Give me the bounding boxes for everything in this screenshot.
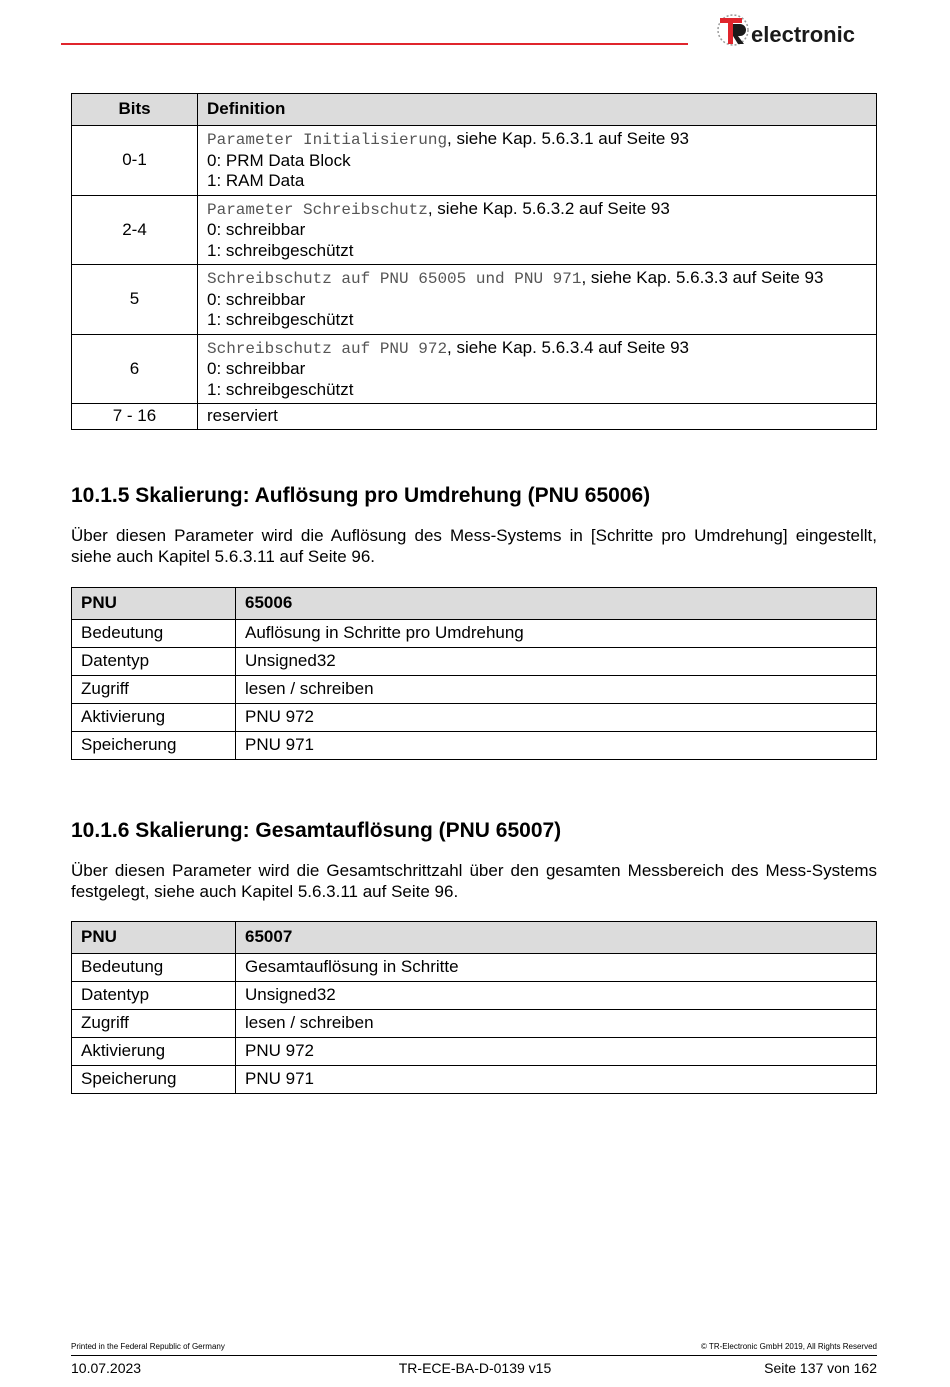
table-row bbox=[72, 676, 877, 704]
definition-cell bbox=[198, 265, 877, 335]
table-row bbox=[72, 265, 877, 335]
property-value: PNU 971 bbox=[236, 732, 877, 760]
header-red-rule bbox=[61, 43, 688, 45]
table-row bbox=[72, 1066, 877, 1094]
table-row bbox=[72, 732, 877, 760]
property-value: PNU 971 bbox=[236, 1066, 877, 1094]
property-name: Bedeutung bbox=[72, 954, 236, 982]
option-0: 0: schreibbar bbox=[207, 289, 306, 309]
table-row bbox=[72, 648, 877, 676]
footer-rule bbox=[71, 1355, 877, 1356]
property-value: PNU 972 bbox=[236, 1038, 877, 1066]
column-header-bits: Bits bbox=[72, 94, 198, 126]
section-paragraph-10-1-5: Über diesen Parameter wird die Auflösung des Mess-Systems in [Schritte pro Umdrehung] eingestellt, siehe auch Kapitel 5.6.3.11 auf Seite 96. bbox=[71, 526, 877, 566]
table-header-row bbox=[72, 922, 877, 954]
chapter-reference: , siehe Kap. 5.6.3.4 auf Seite 93 bbox=[447, 337, 689, 357]
option-1: 1: schreibgeschützt bbox=[207, 310, 354, 329]
column-header-value: 65007 bbox=[236, 922, 877, 954]
property-value: lesen / schreiben bbox=[236, 676, 877, 704]
option-1: 1: schreibgeschützt bbox=[207, 379, 354, 399]
option-0: 0: schreibbar bbox=[207, 359, 306, 378]
parameter-code: Parameter Schreibschutz bbox=[207, 200, 428, 219]
property-name: Datentyp bbox=[72, 648, 236, 676]
property-name: Zugriff bbox=[72, 676, 236, 704]
table-row bbox=[72, 954, 877, 982]
definition-cell bbox=[198, 334, 877, 404]
option-0: 0: schreibbar bbox=[207, 220, 306, 239]
table-header-row bbox=[72, 94, 877, 126]
footer-date: 10.07.2023 bbox=[71, 1360, 142, 1376]
chapter-reference: , siehe Kap. 5.6.3.2 auf Seite 93 bbox=[427, 198, 670, 218]
chapter-reference: , siehe Kap. 5.6.3.1 auf Seite 93 bbox=[447, 129, 689, 148]
bits-cell: 7 - 16 bbox=[72, 404, 198, 430]
property-name: Speicherung bbox=[72, 1066, 236, 1094]
option-0: 0: PRM Data Block bbox=[207, 150, 351, 170]
property-name: Bedeutung bbox=[72, 620, 236, 648]
table-row bbox=[72, 126, 877, 196]
bits-cell: 0-1 bbox=[72, 126, 198, 196]
table-row bbox=[72, 982, 877, 1010]
tr-electronic-logo bbox=[716, 12, 855, 48]
pnu-65007-table bbox=[71, 921, 877, 1094]
bits-cell: 5 bbox=[72, 265, 198, 335]
logo-wordmark: electronic bbox=[751, 22, 855, 47]
table-row bbox=[72, 334, 877, 404]
property-value: Auflösung in Schritte pro Umdrehung bbox=[236, 620, 877, 648]
column-header-definition: Definition bbox=[198, 94, 877, 126]
table-row bbox=[72, 404, 877, 430]
definition-cell bbox=[198, 126, 877, 196]
section-heading-10-1-6: 10.1.6 Skalierung: Gesamtauflösung (PNU 65007) bbox=[71, 819, 562, 842]
table-row bbox=[72, 704, 877, 732]
property-name: Aktivierung bbox=[72, 1038, 236, 1066]
definition-cell: reserviert bbox=[198, 404, 877, 430]
parameter-code: Schreibschutz auf PNU 972 bbox=[207, 339, 448, 358]
property-value: Gesamtauflösung in Schritte bbox=[236, 954, 877, 982]
property-value: PNU 972 bbox=[236, 704, 877, 732]
section-paragraph-10-1-6: Über diesen Parameter wird die Gesamtschrittzahl über den gesamten Messbereich des Mess-Systems festgelegt, siehe auch Kapitel 5.6.3.11 auf Seite 96. bbox=[71, 861, 877, 901]
property-value: Unsigned32 bbox=[236, 982, 877, 1010]
property-value: lesen / schreiben bbox=[236, 1010, 877, 1038]
parameter-code: Parameter Initialisierung bbox=[207, 131, 448, 149]
property-value: Unsigned32 bbox=[236, 648, 877, 676]
option-1: 1: schreibgeschützt bbox=[207, 240, 354, 260]
property-name: Zugriff bbox=[72, 1010, 236, 1038]
property-name: Speicherung bbox=[72, 732, 236, 760]
definition-cell bbox=[198, 195, 877, 265]
property-name: Datentyp bbox=[72, 982, 236, 1010]
bits-cell: 2-4 bbox=[72, 195, 198, 265]
footer-page-number: Seite 137 von 162 bbox=[764, 1360, 877, 1376]
bits-definition-table bbox=[71, 93, 877, 430]
property-name: Aktivierung bbox=[72, 704, 236, 732]
footer-copyright: © TR-Electronic GmbH 2019, All Rights Reserved bbox=[700, 1342, 877, 1351]
section-heading-10-1-5: 10.1.5 Skalierung: Auflösung pro Umdrehung (PNU 65006) bbox=[71, 484, 651, 507]
logo-emblem-icon bbox=[716, 12, 750, 48]
pnu-65006-table bbox=[71, 587, 877, 760]
option-1: 1: RAM Data bbox=[207, 171, 305, 190]
table-row bbox=[72, 620, 877, 648]
parameter-code: Schreibschutz auf PNU 65005 und PNU 971 bbox=[207, 270, 582, 288]
table-row bbox=[72, 1038, 877, 1066]
column-header-pnu: PNU bbox=[72, 922, 236, 954]
column-header-value: 65006 bbox=[236, 588, 877, 620]
table-row bbox=[72, 195, 877, 265]
table-row bbox=[72, 1010, 877, 1038]
table-header-row bbox=[72, 588, 877, 620]
bits-cell: 6 bbox=[72, 334, 198, 404]
chapter-reference: , siehe Kap. 5.6.3.3 auf Seite 93 bbox=[581, 268, 824, 287]
column-header-pnu: PNU bbox=[72, 588, 236, 620]
footer-document-id: TR-ECE-BA-D-0139 v15 bbox=[398, 1360, 552, 1376]
footer-printed-notice: Printed in the Federal Republic of Germany bbox=[71, 1342, 225, 1351]
